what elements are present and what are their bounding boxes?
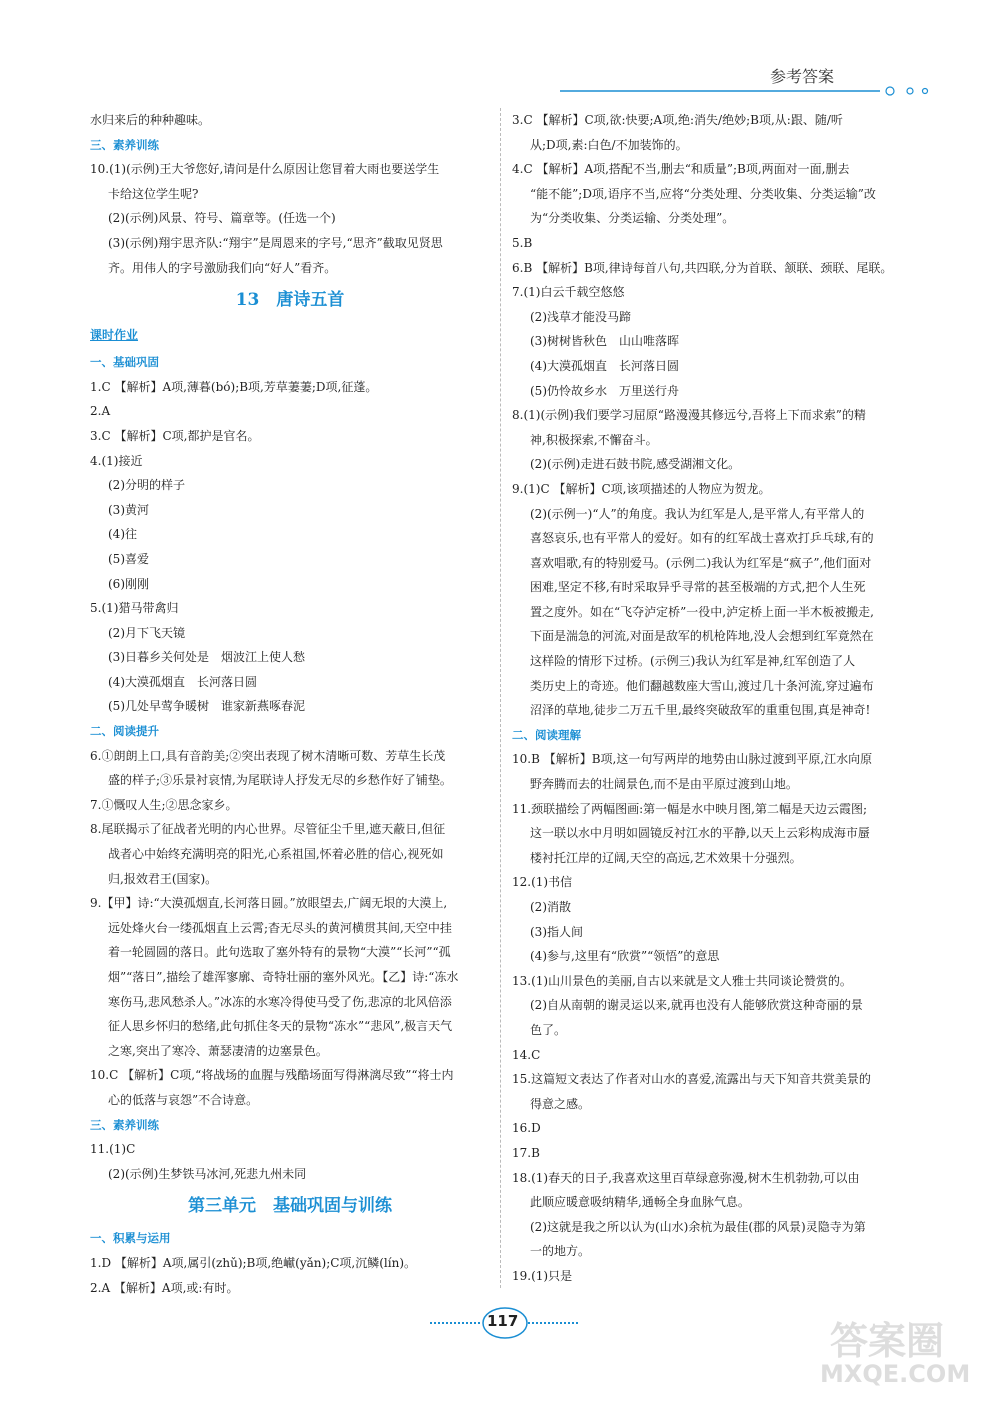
text-line: 9.【甲】诗:“大漠孤烟直,长河落日圆。”放眼望去,广阔无垠的大漠上,: [90, 896, 448, 911]
text-line: (2)(示例)生梦铁马冰河,死悲九州未同: [108, 1166, 307, 1181]
page-number: 117: [487, 1312, 519, 1330]
text-line: 从;D项,素:白色/不加装饰的。: [530, 137, 688, 152]
text-line: (2)浅草才能没马蹄: [530, 309, 631, 324]
text-line: 归,报效君王(国家)。: [108, 871, 218, 886]
text-line: (3)黄河: [108, 502, 149, 517]
text-line: 这一联以水中月明如圆镜反衬江水的平静,以天上云彩构成海市蜃: [530, 826, 870, 841]
text-line: 2.A 【解析】A项,或:有时。: [90, 1280, 239, 1295]
text-line: (2)消散: [530, 900, 571, 914]
text-line: 3.C 【解析】C项,都护是官名。: [90, 428, 260, 443]
text-line: (3)树树皆秋色 山山唯落晖: [530, 334, 679, 349]
text-line: 10.(1)(示例)王大爷您好,请问是什么原因让您冒着大雨也要送学生: [90, 162, 440, 177]
header-title: 参考答案: [770, 67, 835, 86]
text-line: 6.B 【解析】B项,律诗每首八句,共四联,分为首联、颔联、颈联、尾联。: [512, 260, 893, 275]
text-line: 置之度外。如在“飞夺泸定桥”一役中,泸定桥上面一半木板被搬走,: [530, 604, 874, 619]
text-line: 楼衬托江岸的辽阔,天空的高远,艺术效果十分强烈。: [530, 850, 802, 865]
text-line: 下面是湍急的河流,对面是敌军的机枪阵地,没人会想到红军竟然在: [530, 629, 874, 644]
text-line: (6)刚刚: [108, 576, 149, 591]
section-heading: 二、阅读理解: [512, 727, 581, 742]
text-line: 战者心中始终充满明亮的阳光,心系祖国,怀着必胜的信心,视死如: [108, 847, 444, 862]
text-line: 9.(1)C 【解析】C项,该项描述的人物应为贺龙。: [512, 481, 771, 496]
text-line: 2.A: [90, 404, 111, 419]
text-line: 得意之感。: [530, 1096, 591, 1111]
text-line: 10.C 【解析】C项,“将战场的血腥与残酷场面写得淋漓尽致”“将士内: [90, 1068, 454, 1083]
text-line: (3)(示例)翔宇思齐队:“翔宇”是周恩来的字号,“思齐”截取见贤思: [108, 235, 443, 250]
section-heading: 一、积累与运用: [90, 1231, 171, 1246]
text-line: 1.D 【解析】A项,属引(zhǔ);B项,绝𪩘(yǎn);C项,沉鳞(lín)。: [90, 1255, 417, 1270]
text-line: (2)分明的样子: [108, 478, 185, 493]
text-line: (3)指人间: [530, 924, 583, 939]
text-line: 1.C 【解析】A项,薄暮(bó);B项,芳草萋萋;D项,征蓬。: [90, 379, 378, 394]
text-line: 寒伤马,悲风愁杀人。”冰冻的水寒冷得使马受了伤,悲凉的北风倍添: [108, 994, 452, 1009]
text-line: (4)参与,这里有“欣赏”“领悟”的意思: [530, 949, 720, 964]
text-line: 这样险的情形下过桥。(示例三)我认为红军是神,红军创造了人: [530, 654, 856, 669]
text-line: 11.(1)C: [90, 1142, 136, 1157]
text-line: 喜欢唱歌,有的特别爱马。(示例二)我认为红军是“疯子”,他们面对: [530, 555, 872, 570]
text-line: 困难,坚定不移,有时采取异乎寻常的甚至极端的方式,把个人生死: [530, 580, 866, 595]
text-line: (3)日暮乡关何处是 烟波江上使人愁: [108, 650, 305, 665]
text-line: 心的低落与哀怨”不合诗意。: [108, 1092, 259, 1107]
text-line: 11.颈联描绘了两幅图画:第一幅是水中映月图,第二幅是天边云霞图;: [512, 801, 867, 816]
text-line: 喜怒哀乐,也有平常人的爱好。如有的红军战士喜欢打乒乓球,有的: [530, 531, 874, 546]
text-line: 10.B 【解析】B项,这一句写两岸的地势由山脉过渡到平原,江水向原: [512, 752, 873, 767]
text-line: 19.(1)只是: [512, 1268, 573, 1283]
text-line: 12.(1)书信: [512, 875, 573, 890]
watermark-url: MXQE.COM: [820, 1360, 971, 1388]
text-line: 齐。用伟人的字号激励我们向“好人”看齐。: [108, 260, 337, 275]
text-line: 征人思乡怀归的愁绪,此句抓住冬天的景物“冻水”“悲风”,极言天气: [108, 1019, 453, 1034]
text-line: 5.B: [512, 235, 533, 250]
text-line: 4.(1)接近: [90, 453, 143, 468]
text-line: (5)几处早莺争暖树 谁家新燕啄春泥: [108, 699, 305, 714]
text-line: (2)自从南朝的谢灵运以来,就再也没有人能够欣赏这种奇丽的景: [530, 998, 863, 1013]
text-line: (5)仍怜故乡水 万里送行舟: [530, 383, 679, 398]
text-line: 6.①朗朗上口,具有音韵美;②突出表现了树木清晰可数、芳草生长茂: [90, 748, 446, 763]
text-line: 7.①慨叹人生;②思念家乡。: [90, 797, 238, 812]
text-line: 为“分类收集、分类运输、分类处理”。: [530, 211, 735, 226]
text-line: 野奔腾而去的壮阔景色,而不是由平原过渡到山地。: [530, 777, 798, 792]
right-column: [512, 108, 910, 1289]
text-line: (4)大漠孤烟直 长河落日圆: [530, 358, 679, 373]
text-line: 神,积极探索,不懈奋斗。: [530, 432, 658, 447]
text-line: 8.尾联揭示了征战者光明的内心世界。尽管征尘千里,遮天蔽日,但征: [90, 822, 446, 837]
text-line: 卡给这位学生呢?: [108, 186, 199, 201]
text-line: 之寒,突出了寒冷、萧瑟凄清的边塞景色。: [108, 1043, 328, 1058]
text-line: 7.(1)白云千载空悠悠: [512, 285, 625, 300]
text-line: 一的地方。: [530, 1244, 591, 1259]
section-heading: 二、阅读提升: [90, 724, 159, 739]
section-heading: 三、素养训练: [90, 137, 159, 152]
text-line: 8.(1)(示例)我们要学习屈原“路漫漫其修远兮,吾将上下而求索”的精: [512, 408, 866, 423]
text-line: (2)月下飞天镜: [108, 625, 185, 640]
lesson-title: 13 唐诗五首: [235, 290, 345, 311]
header-rule: [560, 86, 930, 96]
text-line: “能不能”;D项,语序不当,应将“分类处理、分类收集、分类运输”改: [530, 186, 876, 201]
text-line: (2)这就是我之所以认为(山水)余杭为最佳(郡的风景)灵隐寺为第: [530, 1219, 866, 1234]
text-line: (4)往: [108, 527, 137, 542]
text-line: 着一轮圆圆的落日。此句选取了塞外特有的景物“大漠”“长河”“孤: [108, 945, 451, 960]
text-line: 14.C: [512, 1047, 541, 1062]
text-line: 15.这篇短文表达了作者对山水的喜爱,流露出与天下知音共赏美景的: [512, 1072, 871, 1087]
text-line: (2)(示例)风景、符号、篇章等。(任选一个): [108, 211, 336, 226]
text-line: 5.(1)猎马带禽归: [90, 601, 179, 616]
text-line: 沼泽的草地,徒步二万五千里,最终突破敌军的重重包围,真是神奇!: [530, 703, 871, 718]
text-line: 烟”“落日”,描绘了雄浑寥廓、奇特壮丽的塞外风光。【乙】诗:“冻水: [108, 970, 459, 984]
watermark-text: 答案圈: [830, 1319, 945, 1363]
section-heading: 三、素养训练: [90, 1117, 159, 1132]
text-line: 色了。: [530, 1022, 567, 1037]
text-line: 4.C 【解析】A项,搭配不当,删去“和质量”;B项,两面对一面,删去: [512, 162, 850, 177]
text-line: 盛的样子;③乐景衬哀情,为尾联诗人抒发无尽的乡愁作好了铺垫。: [108, 773, 452, 788]
text-line: (2)(示例一)“人”的角度。我认为红军是人,是平常人,有平常人的: [530, 506, 865, 521]
column-divider: [500, 108, 501, 1288]
text-line: 此顺应暖意吸纳精华,通畅全身血脉气息。: [530, 1195, 750, 1210]
text-line: (4)大漠孤烟直 长河落日圆: [108, 674, 257, 689]
text-line: 远处烽火台一缕孤烟直上云霄;杳无尽头的黄河横贯其间,天空中挂: [108, 920, 452, 935]
text-line: (2)(示例)走进石鼓书院,感受湖湘文化。: [530, 457, 741, 472]
lesson-title: 第三单元 基础巩固与训练: [188, 1196, 392, 1217]
text-line: 水归来后的种种趣味。: [90, 113, 211, 127]
text-line: 16.D: [512, 1121, 541, 1136]
text-line: 18.(1)春天的日子,我喜欢这里百草绿意弥漫,树木生机勃勃,可以由: [512, 1170, 860, 1185]
left-column: [90, 108, 490, 1300]
text-line: (5)喜爱: [108, 551, 149, 566]
text-line: 3.C 【解析】C项,欲:快要;A项,绝:消失/绝妙;B项,从:跟、随/听: [512, 113, 843, 127]
text-line: 17.B: [512, 1145, 540, 1160]
subheading: 课时作业: [90, 328, 139, 343]
section-heading: 一、基础巩固: [90, 355, 159, 370]
text-line: 类历史上的奇迹。他们翻越数座大雪山,渡过几十条河流,穿过遍布: [530, 678, 874, 693]
text-line: 13.(1)山川景色的美丽,自古以来就是文人雅士共同谈论赞赏的。: [512, 973, 852, 988]
